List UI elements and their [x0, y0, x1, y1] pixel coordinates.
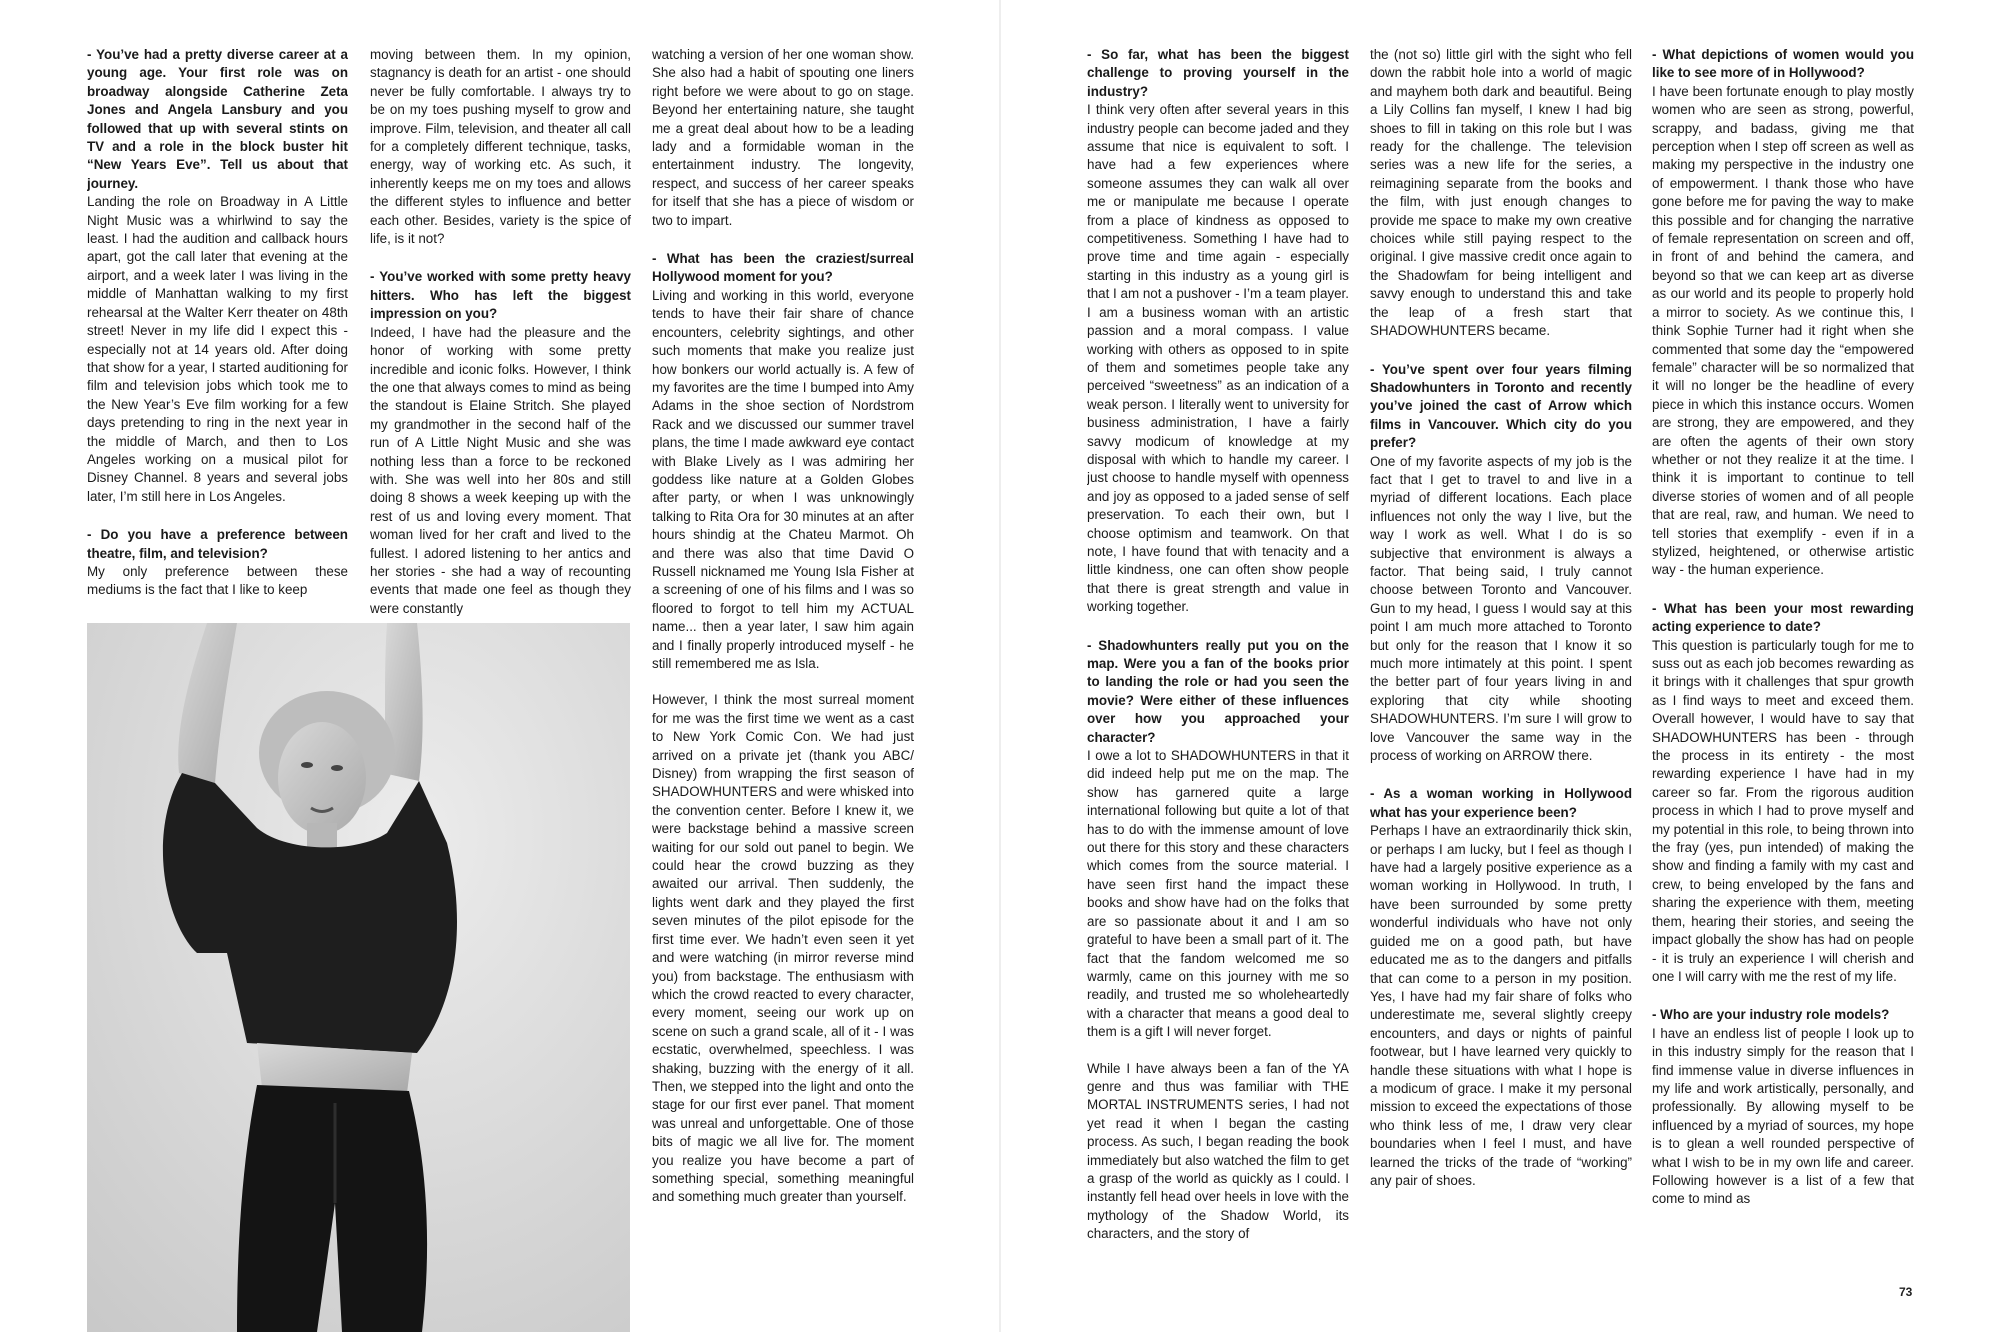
interview-answer: I think very often after several years in this industry people can become jaded and they assume that nice is equivalent to soft. I have had a few experiences where someone assumes they can walk all over me or manipulate me because I operate from a place of kindness as opposed to competitiveness. Something I have had to prove time and time again - especially starting in this industry as a young girl is that I am not a pushover - I’m a team player. I am a business woman with an artistic passion and a moral compass. I value working with others as opposed to in spite of them and sometimes people take any perceived “sweetness” as an indication of a weak person. I literally went to university for business administration, I have a fairly savvy modicum of knowledge at my disposal with which to handle my career. I just choose to handle myself with openness and joy as opposed to a jaded sense of self preservation. To each their own, but I choose optimism and teamwork. On that note, I have found that with tenacity and a little kindness, one can often show people that there is great strength and value in working together.	[1087, 102, 1349, 615]
interview-question: - What has been the craziest/surreal Hollywood moment for you?	[652, 251, 914, 285]
column-5	[1370, 46, 1632, 1266]
column-4	[1087, 46, 1349, 1266]
interview-answer: My only preference between these mediums is the fact that I like to keep	[87, 563, 348, 598]
column-2	[370, 46, 631, 626]
interview-answer: One of my favorite aspects of my job is the fact that I get to travel to and live in a myriad of different locations. Each place influences not only the way I live, but the way I work as well. What I do is so subjective that environment is always a factor. That being said, I truly cannot choose between Toronto and Vancouver. Gun to my head, I guess I would say at this point I am much more attached to Toronto but only for the reason that I know it so much more intimately at this point. I spent the better part of four years living in and exploring that city while shooting SHADOWHUNTERS. I’m sure I will grow to love Vancouver the same way in the process of working on ARROW there.	[1370, 453, 1632, 764]
interview-question: - What has been your most rewarding acting experience to date?	[1652, 600, 1914, 635]
column-1	[87, 46, 348, 616]
portrait-illustration	[87, 623, 630, 1332]
interview-question: - As a woman working in Hollywood what has your experience been?	[1370, 786, 1632, 820]
interview-answer: Landing the role on Broadway in A Little Night Music was a whirlwind to say the least. I had the audition and callback hours apart, got the call later that evening at the airport, and a week later I was living in the middle of Manhattan walking to my first rehearsal at the Walter Kerr theater on 48th street! Never in my life did I expect this - especially not at 14 years old. After doing that show for a year, I started auditioning for film and television jobs which took me to the New Year’s Eve film working for a few days pretending to ring in the next year in the middle of March, and then to Los Angeles working on a musical pilot for Disney Channel. 8 years and several jobs later, I’m still here in Los Angeles.	[87, 194, 348, 504]
interview-answer: watching a version of her one woman show. She also had a habit of spouting one liners right before we were about to go on stage. Beyond her entertaining nature, she taught me a great deal about how to be a leading lady and a formidable woman in the entertainment industry. The longevity, respect, and success of her career speaks for itself that she has a piece of wisdom or two to impart.	[652, 47, 914, 228]
interview-question: - You’ve had a pretty diverse career at a young age. Your first role was on broadway alongside Catherine Zeta Jones and Angela Lansbury and you followed that up with several stints on TV and a role in the block buster hit “New Years Eve”. Tell us about that journey.	[87, 47, 348, 191]
interview-answer: I have been fortunate enough to play mostly women who are seen as strong, powerful, scrappy, and badass, giving me that perception when I step off screen as well as making my perspective in the industry one of empowerment. I thank those who have gone before me for paving the way to make this possible and for changing the narrative of female representation on screen and off, in front of and behind the camera, and beyond so that we can keep art as diverse as our world and its people to properly hold a mirror to society. As we continue this, I think Sophie Turner had it right when she commented that some day the “empowered female” character will be so normalized that it will no longer be the headline of every piece in which this instance occurs. Women are strong, they are empowered, and they are often the agents of their own story whether or not they realize it at the time. I think it is important to continue to tell diverse stories of women and of all people that are real, raw, and human. We need to tell stories that exemplify - even if in a stylized, heightened, or otherwise artistic way - the human experience.	[1652, 83, 1914, 578]
interview-question: - Who are your industry role models?	[1652, 1007, 1890, 1023]
interview-question: - Shadowhunters really put you on the map. Were you a fan of the books prior to landing the role or had you seen the movie? Were either of these influences over how you approached your character?	[1087, 637, 1349, 745]
page-number: 73	[1899, 1285, 1913, 1299]
interview-answer: moving between them. In my opinion, stagnancy is death for an artist - one should never be fully comfortable. I always try to be on my toes pushing myself to grow and improve. Film, television, and theater all call for a completely different technique, tasks, energy, way of working etc. As such, it inherently keeps me on my toes and allows the different styles to influence and better each other. Besides, variety is the spice of life, is it not?	[370, 47, 631, 247]
interview-question: - What depictions of women would you like to see more of in Hollywood?	[1652, 47, 1914, 81]
interview-question: - So far, what has been the biggest challenge to proving yourself in the industry?	[1087, 47, 1349, 99]
interview-answer: Living and working in this world, everyone tends to have their fair share of chance encounters, celebrity sightings, and other such moments that make you realize just how bonkers our world actually is. A few of my favorites are the time I bumped into Amy Adams in the shoe section of Nordstrom Rack and we discussed our summer travel plans, the time I made awkward eye contact with Blake Lively as I was admiring her goddess like nature at a Golden Globes after party, or when I was unknowingly talking to Rita Ora for 30 minutes at an after hours shindig at the Chateu Marmot. Oh and there was also that time David O Russell nicknamed me Young Isla Fisher at a screening of one of his films and I was so floored to forgot to tell him my ACTUAL name... then a year later, I saw him again and I finally properly introduced myself - he still remembered me as Isla.	[652, 287, 914, 671]
interview-answer: Indeed, I have had the pleasure and the honor of working with some pretty incredible and iconic folks. However, I think the one that always comes to mind as being the standout is Elaine Stritch. She played my grandmother in the second half of the run of A Little Night Music and she was nothing less than a force to be reckoned with. She was well into her 80s and still doing 8 shows a week keeping up with the rest of us and loving every moment. That woman lived for her craft and lived to the fullest. I adored listening to her antics and her stories - she had a way of recounting events that made one feel as though they were constantly	[370, 324, 631, 616]
interview-question: - Do you have a preference between theatre, film, and television?	[87, 527, 348, 561]
interview-answer: the (not so) little girl with the sight who fell down the rabbit hole into a world of magic and mayhem both dark and beautiful. Being a Lily Collins fan myself, I knew I had big shoes to fill in taking on this role but I was ready for the challenge. The television series was a new life for the series, a reimagining separate from the books and the film, with just enough changes to provide me space to make my own creative choices while still paying respect to the original. I give massive credit once again to the Shadowfam for being intelligent and savvy enough to understand this and take the leap of a fresh start that SHADOWHUNTERS became.	[1370, 47, 1632, 339]
interview-answer: Perhaps I have an extraordinarily thick skin, or perhaps I am lucky, but I feel as though I have had a largely positive experience as a woman working in Hollywood. In truth, I have been surrounded by some pretty wonderful individuals who have not only guided me on a good path, but have educated me as to the dangers and pitfalls that can come to a person in my position. Yes, I have had my fair share of folks who underestimate me, several slightly creepy encounters, and days or nights of painful footwear, but I have learned very quickly to handle these situations with what I hope is a modicum of grace. I make it my personal mission to exceed the expectations of those who think less of me, I draw very clear boundaries when I feel I must, and have learned the tricks of the trade of “working” any pair of shoes.	[1370, 823, 1632, 1188]
interview-answer: However, I think the most surreal moment for me was the first time we went as a cast to New York Comic Con. We had just arrived on a private jet (thank you ABC/ Disney) from wrapping the first season of SHADOWHUNTERS and were whisked into the convention center. Before I knew it, we were backstage behind a massive screen waiting for our sold out panel to begin. We could hear the crowd buzzing as they awaited our arrival. Then suddenly, the lights went dark and they played the first seven minutes of the pilot episode for the first time ever. We hadn’t even seen it yet and were watching (in mirror reverse mind you) from backstage. The enthusiasm with which the crowd reacted to every character, every moment, seeing our work up on scene on such a grand scale, all of it - I was ecstatic, overwhelmed, speechless. I was shaking, buzzing with the energy of it all. Then, we stepped into the light and onto the stage for our first ever panel. That moment was unreal and unforgettable. One of those bits of magic we all live for. The moment you realize you have become a part of something special, something meaningful and something much greater than yourself.	[652, 692, 914, 1205]
right-page	[1000, 0, 2000, 1332]
interview-question: - You’ve worked with some pretty heavy hitters. Who has left the biggest impression on you?	[370, 269, 631, 322]
interview-answer: I have an endless list of people I look up to in this industry simply for the reason that I find immense value in diverse influences in my life and work artistically, personally, and professionally. By allowing myself to be influenced by a myriad of sources, my hope is to glean a well rounded perspective of what I wish to be in my own life and career. Following however is a list of a few that come to mind as	[1652, 1025, 1914, 1207]
interview-answer: I owe a lot to SHADOWHUNTERS in that it did indeed help put me on the map. The show has garnered quite a large international following but quite a lot of that has to do with the immense amount of love out there for this story and these characters which comes from the source material. I have seen first hand the impact these books and show have had on the folks that are so passionate about it and I am so grateful to have been a small part of it. The fact that the fandom welcomed me so warmly, came on this journey with me so readily, and trusted me so wholeheartedly with a character that means a good deal to them is a gift I will never forget.	[1087, 748, 1349, 1040]
column-6	[1652, 46, 1914, 1256]
column-3	[652, 46, 914, 1266]
interview-answer: While I have always been a fan of the YA genre and thus was familiar with THE MORTAL INSTRUMENTS series, I had not yet read it when I began the casting process. As such, I began reading the book immediately but also watched the film to get a grasp of the world as quickly as I could. I instantly fell head over heels in love with the mythology of the Shadow World, its characters, and the story of	[1087, 1060, 1349, 1242]
interview-question: - You’ve spent over four years filming Shadowhunters in Toronto and recently you’ve joined the cast of Arrow which films in Vancouver. Which city do you prefer?	[1370, 361, 1632, 451]
portrait-photo	[87, 623, 630, 1332]
interview-answer: This question is particularly tough for me to suss out as each job becomes rewarding as it brings with it challenges that spur growth as I find ways to meet and exceed them. Overall however, I would have to say that SHADOWHUNTERS has been - through the process in its entirety - the most rewarding experience I have had in my career so far. From the rigorous audition process in which I had to prove myself and my potential in this role, to being thrown into the fray (yes, pun intended) of making the show and finding a family with my cast and crew, to being enveloped by the fans and sharing the experience with them, meeting them, hearing their stories, and seeing the impact globally the show has had on people - it is truly an experience I will cherish and one I will carry with me the rest of my life.	[1652, 637, 1914, 984]
